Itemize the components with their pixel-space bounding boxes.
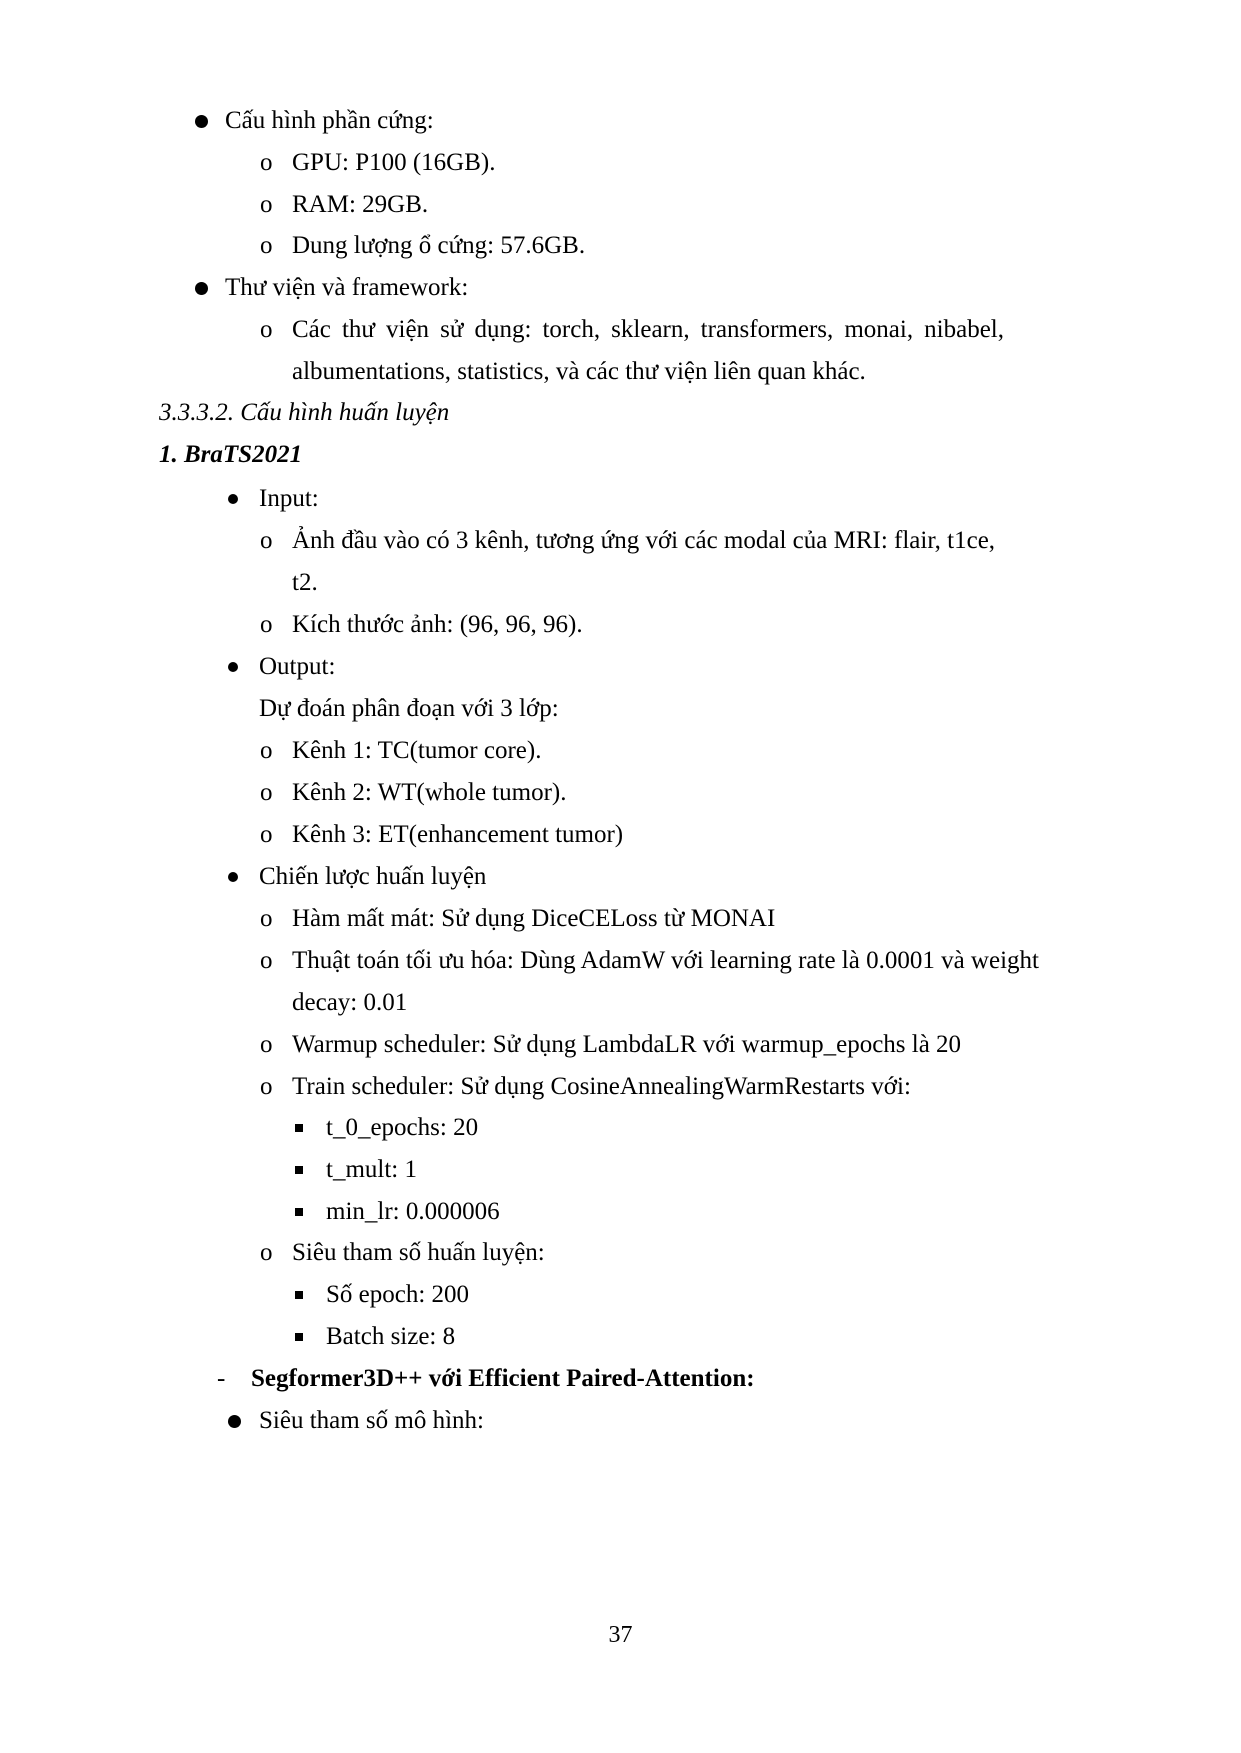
hardware-item-disk: Dung lượng ổ cứng: 57.6GB. <box>292 232 586 259</box>
strategy-title: Chiến lược huấn luyện <box>259 863 487 890</box>
circle-bullet-icon: o <box>260 1239 273 1266</box>
circle-bullet-icon: o <box>260 947 273 974</box>
strategy-loss: Hàm mất mát: Sử dụng DiceCELoss từ MONAI <box>292 905 776 932</box>
model-params-title: Siêu tham số mô hình: <box>259 1407 484 1434</box>
circle-bullet-icon: o <box>260 316 273 343</box>
libraries-line-1: Các thư viện sử dụng: torch, sklearn, transformers, monai, nibabel, <box>292 316 1004 343</box>
dataset-heading: 1. BraTS2021 <box>159 441 303 468</box>
strategy-train-scheduler: Train scheduler: Sử dụng CosineAnnealingWarmRestarts với: <box>292 1073 911 1100</box>
circle-bullet-icon: o <box>260 737 273 764</box>
square-bullet-icon <box>295 1166 303 1174</box>
circle-bullet-icon: o <box>260 611 273 638</box>
section-heading: 3.3.3.2. Cấu hình huấn luyện <box>159 399 450 426</box>
strategy-optimizer-line-1: Thuật toán tối ưu hóa: Dùng AdamW với learning rate là 0.0001 và weight <box>292 947 1039 974</box>
model-title: Segformer3D++ với Efficient Paired-Attention: <box>251 1365 755 1392</box>
hyperparam-epochs: Số epoch: 200 <box>326 1281 470 1308</box>
input-item-channels-line-1: Ảnh đầu vào có 3 kênh, tương ứng với các modal của MRI: flair, t1ce, <box>292 527 996 554</box>
model-dash: - <box>217 1365 226 1392</box>
square-bullet-icon <box>295 1124 303 1132</box>
circle-bullet-icon: o <box>260 232 273 259</box>
hyperparam-batch-size: Batch size: 8 <box>326 1323 456 1350</box>
bullet-dot-icon <box>228 494 238 504</box>
circle-bullet-icon: o <box>260 527 273 554</box>
bullet-dot-icon <box>195 282 208 295</box>
strategy-warmup: Warmup scheduler: Sử dụng LambdaLR với warmup_epochs là 20 <box>292 1031 962 1058</box>
bullet-dot-icon <box>195 115 208 128</box>
circle-bullet-icon: o <box>260 1031 273 1058</box>
strategy-optimizer-line-2: decay: 0.01 <box>292 989 408 1016</box>
scheduler-param-minlr: min_lr: 0.000006 <box>326 1198 500 1225</box>
libraries-title: Thư viện và framework: <box>225 274 469 301</box>
input-item-size: Kích thước ảnh: (96, 96, 96). <box>292 611 583 638</box>
circle-bullet-icon: o <box>260 149 273 176</box>
square-bullet-icon <box>295 1333 303 1341</box>
scheduler-param-t0: t_0_epochs: 20 <box>326 1114 479 1141</box>
input-title: Input: <box>259 485 319 512</box>
circle-bullet-icon: o <box>260 1073 273 1100</box>
page-number: 37 <box>608 1622 633 1648</box>
circle-bullet-icon: o <box>260 191 273 218</box>
input-item-channels-line-2: t2. <box>292 569 318 596</box>
output-item-wt: Kênh 2: WT(whole tumor). <box>292 779 567 806</box>
scheduler-param-tmult: t_mult: 1 <box>326 1156 417 1183</box>
libraries-line-2: albumentations, statistics, và các thư viện liên quan khác. <box>292 358 866 385</box>
bullet-dot-icon <box>228 1415 241 1428</box>
output-intro: Dự đoán phân đoạn với 3 lớp: <box>259 695 559 722</box>
output-title: Output: <box>259 653 336 680</box>
hardware-item-gpu: GPU: P100 (16GB). <box>292 149 496 176</box>
hyperparams-title: Siêu tham số huấn luyện: <box>292 1239 545 1266</box>
hardware-title: Cấu hình phần cứng: <box>225 107 434 134</box>
circle-bullet-icon: o <box>260 905 273 932</box>
output-item-et: Kênh 3: ET(enhancement tumor) <box>292 821 624 848</box>
square-bullet-icon <box>295 1291 303 1299</box>
circle-bullet-icon: o <box>260 821 273 848</box>
square-bullet-icon <box>295 1208 303 1216</box>
bullet-dot-icon <box>228 662 238 672</box>
hardware-item-ram: RAM: 29GB. <box>292 191 429 218</box>
circle-bullet-icon: o <box>260 779 273 806</box>
bullet-dot-icon <box>228 872 238 882</box>
output-item-tc: Kênh 1: TC(tumor core). <box>292 737 542 764</box>
